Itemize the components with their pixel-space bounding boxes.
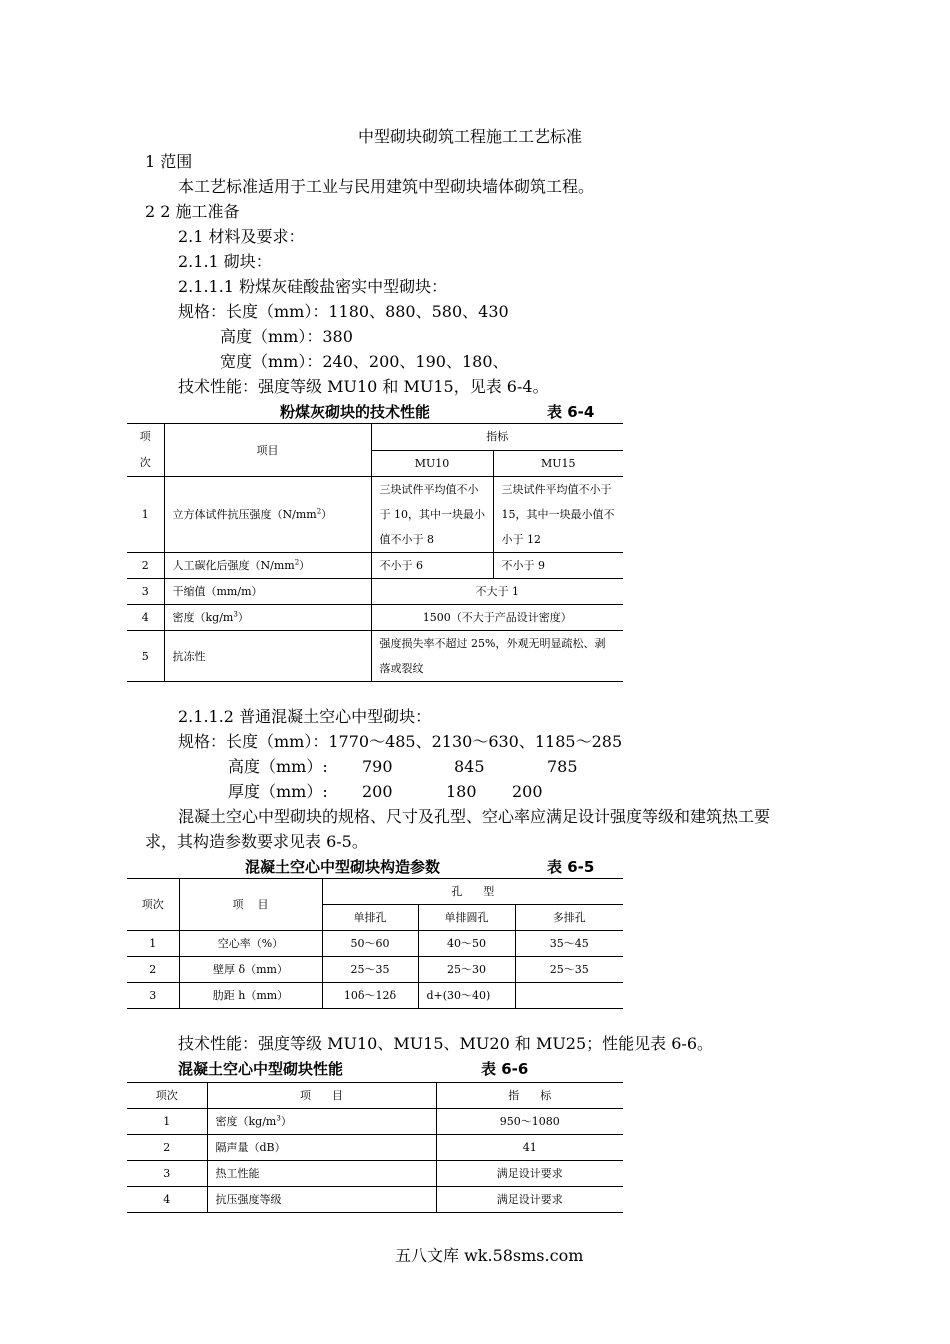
spec2-height-value: 845	[454, 757, 485, 776]
table3-cell-item: 热工性能	[207, 1161, 436, 1187]
table2-header-col: 单排圆孔	[418, 905, 515, 931]
table-6-4	[127, 423, 623, 682]
section-2-1-1-2-heading: 2.1.1.2 普通混凝土空心中型砌块：	[178, 707, 432, 726]
table3-header-index: 指 标	[436, 1083, 623, 1109]
tech-performance-1: 技术性能：强度等级 MU10 和 MU15，见表 6-4。	[178, 377, 549, 396]
table2-cell-value	[515, 983, 623, 1009]
table1-cell-index: 1500（不大于产品设计密度）	[371, 605, 623, 631]
paragraph-line-1: 混凝土空心中型砌块的规格、尺寸及孔型、空心率应满足设计强度等级和建筑热工要	[178, 807, 771, 826]
table-row	[127, 1187, 623, 1213]
table-row	[127, 957, 623, 983]
spec2-height-label: 高度（mm）:	[228, 757, 328, 776]
table-6-5	[127, 878, 623, 1009]
table3-cell-index: 满足设计要求	[436, 1187, 623, 1213]
spec1-width: 宽度（mm）：240、200、190、180、	[220, 352, 509, 371]
table2-cell-value: 25～35	[322, 957, 418, 983]
spec2-length: 规格：长度（mm）：1770～485、2130～630、1185～285	[178, 732, 623, 751]
table2-cell-seq: 1	[127, 931, 179, 957]
table1-cell-item: 立方体试件抗压强度$(N/mm^2)$	[164, 477, 371, 553]
table1-cell-item: 密度$(kg/m^3)$	[164, 605, 371, 631]
table2-header-col: 单排孔	[322, 905, 418, 931]
table1-cell-mu10: 三块试件平均值不小于 10，其中一块最小值不小于 8	[371, 477, 493, 553]
table1-caption: 粉煤灰砌块的技术性能	[280, 403, 431, 421]
table-row	[127, 605, 623, 631]
table3-cell-item: 抗压强度等级	[207, 1187, 436, 1213]
table3-header-seq: 项次	[127, 1083, 207, 1109]
table1-cell-seq: 3	[127, 579, 164, 605]
tech-performance-2: 技术性能：强度等级 MU10、MU15、MU20 和 MU25；性能见表 6-6。	[178, 1034, 714, 1053]
section-1-text: 本工艺标准适用于工业与民用建筑中型砌块墙体砌筑工程。	[178, 177, 595, 196]
table1-header-index: 指标	[371, 424, 623, 451]
table1-header-item: 项目	[164, 424, 371, 477]
table-row	[127, 477, 623, 553]
table3-cell-item: 密度$(kg/m^3)$	[207, 1109, 436, 1135]
spec2-thickness-value: 180	[446, 782, 477, 801]
table2-cell-item: 壁厚 δ（mm）	[179, 957, 322, 983]
table2-header-item: 项 目	[179, 879, 322, 931]
spec1-height: 高度（mm）：380	[220, 327, 353, 346]
table3-cell-index: 950～1080	[436, 1109, 623, 1135]
table1-cell-mu15: 不小于 9	[493, 553, 623, 579]
table-row	[127, 579, 623, 605]
table2-cell-value: 35～45	[515, 931, 623, 957]
page-title: 中型砌块砌筑工程施工工艺标准	[358, 127, 583, 146]
table2-cell-seq: 3	[127, 983, 179, 1009]
table-row	[127, 931, 623, 957]
table2-caption: 混凝土空心中型砌块构造参数	[245, 858, 441, 876]
section-1-heading: 1 范围	[145, 152, 193, 171]
table1-cell-seq: 4	[127, 605, 164, 631]
table1-cell-item: 人工碳化后强度$(N/mm^2)$	[164, 553, 371, 579]
table2-header-col: 多排孔	[515, 905, 623, 931]
table1-cell-mu10: 不小于 6	[371, 553, 493, 579]
table2-cell-item: 空心率（%）	[179, 931, 322, 957]
table-row	[127, 631, 623, 682]
table3-cell-index: 满足设计要求	[436, 1161, 623, 1187]
table-row	[127, 983, 623, 1009]
spec1-length: 规格：长度（mm）：1180、880、580、430	[178, 302, 509, 321]
table1-cell-seq: 2	[127, 553, 164, 579]
table3-header-item: 项 目	[207, 1083, 436, 1109]
table2-cell-value: 25～35	[515, 957, 623, 983]
spec2-height-value: 790	[362, 757, 393, 776]
table2-cell-value: 40～50	[418, 931, 515, 957]
table3-cell-seq: 4	[127, 1187, 207, 1213]
table2-cell-value: 50～60	[322, 931, 418, 957]
table2-number: 表 6-5	[547, 858, 595, 876]
table-row	[127, 1161, 623, 1187]
table3-number: 表 6-6	[481, 1060, 529, 1078]
spec2-thickness-value: 200	[362, 782, 393, 801]
table2-cell-item: 肋距 h（mm）	[179, 983, 322, 1009]
table2-header-seq: 项次	[127, 879, 179, 931]
paragraph-line-2: 求，其构造参数要求见表 6-5。	[145, 832, 368, 851]
table1-header-mu15: MU15	[493, 450, 623, 477]
table1-cell-item: 抗冻性	[164, 631, 371, 682]
table-row	[127, 553, 623, 579]
table-6-6	[127, 1082, 623, 1213]
table1-number: 表 6-4	[547, 403, 595, 421]
table-row	[127, 1135, 623, 1161]
table1-cell-seq: 1	[127, 477, 164, 553]
table3-cell-seq: 1	[127, 1109, 207, 1135]
spec2-height-value: 785	[547, 757, 578, 776]
table1-header-seq: 项次	[127, 424, 164, 477]
table2-header-type: 孔 型	[322, 879, 623, 905]
table1-cell-mu15: 三块试件平均值不小于 15，其中一块最小值不小于 12	[493, 477, 623, 553]
table3-cell-seq: 2	[127, 1135, 207, 1161]
footer-watermark: 五八文库 wk.58sms.com	[395, 1246, 584, 1265]
table2-cell-value: 10δ～12δ	[322, 983, 418, 1009]
section-2-1-heading: 2.1 材料及要求：	[178, 227, 305, 246]
table1-cell-item: 干缩值（mm/m）	[164, 579, 371, 605]
table1-cell-seq: 5	[127, 631, 164, 682]
section-2-heading: 2 2 施工准备	[145, 202, 240, 221]
table1-cell-index: 强度损失率不超过 25%，外观无明显疏松、剥落或裂纹	[371, 631, 623, 682]
section-2-1-1-1-heading: 2.1.1.1 粉煤灰硅酸盐密实中型砌块：	[178, 277, 448, 296]
table3-caption: 混凝土空心中型砌块性能	[178, 1060, 344, 1078]
spec2-thickness-label: 厚度（mm）:	[228, 782, 328, 801]
table2-cell-value: d+(30～40)	[418, 983, 515, 1009]
table1-cell-index: 不大于 1	[371, 579, 623, 605]
table-row	[127, 1109, 623, 1135]
section-2-1-1-heading: 2.1.1 砌块：	[178, 252, 272, 271]
table3-cell-item: 隔声量（dB）	[207, 1135, 436, 1161]
table1-header-mu10: MU10	[371, 450, 493, 477]
spec2-thickness-value: 200	[512, 782, 543, 801]
table2-cell-seq: 2	[127, 957, 179, 983]
table2-cell-value: 25～30	[418, 957, 515, 983]
table3-cell-index: 41	[436, 1135, 623, 1161]
table3-cell-seq: 3	[127, 1161, 207, 1187]
